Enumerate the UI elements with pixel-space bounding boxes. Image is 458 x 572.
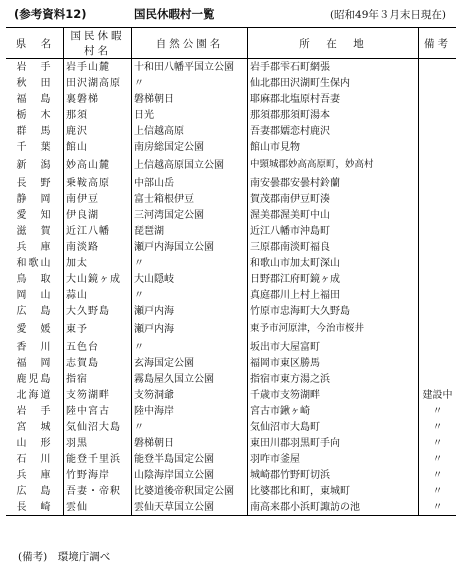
- village-name-cell: 近江八幡: [64, 223, 132, 239]
- remarks-cell: [419, 223, 457, 239]
- village-name-cell: 支笏湖畔: [64, 387, 132, 403]
- village-name-cell: 妙高山麓: [64, 155, 132, 175]
- table-row: [6, 191, 456, 207]
- park-name-cell: 磐梯朝日: [132, 91, 248, 107]
- park-name-cell: 霧島屋久国立公園: [132, 371, 248, 387]
- remarks-cell: [419, 139, 457, 155]
- park-name-cell: 上信越高原: [132, 123, 248, 139]
- table-row: [6, 287, 456, 303]
- col-location: 所 在 地: [248, 28, 419, 59]
- remarks-cell: [419, 339, 457, 355]
- table-row: [6, 139, 456, 155]
- table-row: [6, 175, 456, 191]
- remarks-cell: 〃: [419, 419, 457, 435]
- remarks-cell: [419, 303, 457, 319]
- remarks-cell: 〃: [419, 435, 457, 451]
- remarks-cell: [419, 123, 457, 139]
- location-cell: 坂出市大屋富町: [248, 339, 419, 355]
- table-row: [6, 239, 456, 255]
- table-row: [6, 451, 456, 467]
- table-row: [6, 207, 456, 223]
- park-name-cell: 三河湾国定公園: [132, 207, 248, 223]
- table-row: [6, 387, 456, 403]
- table-row: [6, 355, 456, 371]
- prefecture-cell: 群 馬: [16, 125, 53, 137]
- prefecture-cell: 新 潟: [16, 159, 53, 171]
- park-name-cell: 磐梯朝日: [132, 435, 248, 451]
- prefecture-cell: 愛 媛: [16, 323, 53, 335]
- location-cell: 岩手郡雫石町網張: [248, 59, 419, 76]
- village-name-cell: 館山: [64, 139, 132, 155]
- village-name-cell: 指宿: [64, 371, 132, 387]
- location-cell: 日野郡江府町鏡ヶ成: [248, 271, 419, 287]
- table-row: [6, 155, 456, 175]
- park-name-cell: 比婆道後帝釈国定公園: [132, 483, 248, 499]
- remarks-cell: [419, 191, 457, 207]
- village-name-cell: 南淡路: [64, 239, 132, 255]
- village-name-cell: 蒜山: [64, 287, 132, 303]
- remarks-cell: [419, 59, 457, 76]
- location-cell: 城崎郡竹野町切浜: [248, 467, 419, 483]
- village-name-cell: 岩手山麓: [64, 59, 132, 76]
- page-title: 国民休暇村一覧: [134, 7, 215, 21]
- village-name-cell: 裏磐梯: [64, 91, 132, 107]
- remarks-cell: [419, 91, 457, 107]
- park-name-cell: 瀬戸内海国立公園: [132, 239, 248, 255]
- park-name-cell: 能登半島国定公園: [132, 451, 248, 467]
- remarks-cell: 〃: [419, 499, 457, 516]
- prefecture-cell: 兵 庫: [16, 241, 53, 253]
- location-cell: 南安曇郡安曇村鈴蘭: [248, 175, 419, 191]
- prefecture-cell: 秋 田: [16, 77, 53, 89]
- village-name-cell: 南伊豆: [64, 191, 132, 207]
- park-name-cell: 支笏洞爺: [132, 387, 248, 403]
- remarks-cell: [419, 355, 457, 371]
- col-park-name: 自然公園名: [132, 28, 248, 59]
- village-name-cell: 吾妻・帝釈: [64, 483, 132, 499]
- remarks-cell: [419, 107, 457, 123]
- prefecture-cell: 広 島: [16, 485, 53, 497]
- col-remarks: 備考: [419, 28, 457, 59]
- table-row: [6, 75, 456, 91]
- location-cell: 比婆郡比和町，東城町: [248, 483, 419, 499]
- village-name-cell: 志賀島: [64, 355, 132, 371]
- park-name-cell: 中部山岳: [132, 175, 248, 191]
- header-row: [6, 28, 456, 59]
- table-row: [6, 371, 456, 387]
- table-row: [6, 467, 456, 483]
- remarks-cell: 〃: [419, 483, 457, 499]
- village-name-cell: 東予: [64, 319, 132, 339]
- location-cell: 吾妻郡嬬恋村鹿沢: [248, 123, 419, 139]
- park-name-cell: 南房総国定公園: [132, 139, 248, 155]
- village-name-cell: 乗鞍高原: [64, 175, 132, 191]
- location-cell: 東予市河原津，今治市桜井: [248, 319, 419, 339]
- park-name-cell: 山陰海岸国立公園: [132, 467, 248, 483]
- location-cell: 気仙沼市大島町: [248, 419, 419, 435]
- location-cell: 三原郡南淡町福良: [248, 239, 419, 255]
- prefecture-cell: 栃 木: [16, 109, 53, 121]
- table-row: [6, 123, 456, 139]
- location-cell: 千歳市支笏湖畔: [248, 387, 419, 403]
- table-row: [6, 271, 456, 287]
- park-name-cell: 〃: [132, 287, 248, 303]
- remarks-cell: [419, 175, 457, 191]
- prefecture-cell: 和歌山: [16, 257, 53, 269]
- table-row: [6, 255, 456, 271]
- prefecture-cell: 石 川: [16, 453, 53, 465]
- remarks-cell: [419, 255, 457, 271]
- location-cell: 賀茂郡南伊豆町湊: [248, 191, 419, 207]
- table-row: [6, 319, 456, 339]
- location-cell: 近江八幡市沖島町: [248, 223, 419, 239]
- prefecture-cell: 鹿児島: [16, 373, 53, 385]
- village-name-cell: 陸中宮古: [64, 403, 132, 419]
- park-name-cell: 玄海国定公園: [132, 355, 248, 371]
- location-cell: 宮古市鍬ヶ崎: [248, 403, 419, 419]
- remarks-cell: [419, 271, 457, 287]
- location-cell: 和歌山市加太町深山: [248, 255, 419, 271]
- location-cell: 福岡市東区勝馬: [248, 355, 419, 371]
- table-row: [6, 303, 456, 319]
- location-cell: 渥美郡渥美町中山: [248, 207, 419, 223]
- park-name-cell: 大山隠岐: [132, 271, 248, 287]
- park-name-cell: 陸中海岸: [132, 403, 248, 419]
- prefecture-cell: 長 崎: [6, 499, 64, 516]
- location-cell: 東田川郡羽黒町手向: [248, 435, 419, 451]
- prefecture-cell: 北海道: [16, 389, 53, 401]
- location-cell: 竹原市忠海町大久野島: [248, 303, 419, 319]
- park-name-cell: 〃: [132, 339, 248, 355]
- village-name-cell: 大山鏡ヶ成: [64, 271, 132, 287]
- location-cell: 那須郡那須町湯本: [248, 107, 419, 123]
- village-name-cell: 能登千里浜: [64, 451, 132, 467]
- park-name-cell: 十和田八幡平国立公園: [132, 59, 248, 76]
- park-name-cell: 〃: [132, 75, 248, 91]
- park-name-cell: 上信越高原国立公園: [132, 155, 248, 175]
- remarks-cell: [419, 155, 457, 175]
- prefecture-cell: 福 島: [16, 93, 53, 105]
- village-name-cell: 雲仙: [64, 499, 132, 516]
- remarks-cell: 建設中: [419, 387, 457, 403]
- table-row: [6, 223, 456, 239]
- village-name-cell: 那須: [64, 107, 132, 123]
- remarks-cell: 〃: [419, 403, 457, 419]
- remarks-cell: [419, 75, 457, 91]
- prefecture-cell: 広 島: [16, 305, 53, 317]
- table-body: [6, 59, 456, 516]
- location-cell: 仙北郡田沢湖町生保内: [248, 75, 419, 91]
- table-row: [6, 435, 456, 451]
- prefecture-cell: 滋 賀: [16, 225, 53, 237]
- report-header: [14, 6, 448, 24]
- prefecture-cell: 岩 手: [16, 61, 53, 73]
- village-name-cell: 羽黒: [64, 435, 132, 451]
- prefecture-cell: 長 野: [16, 177, 53, 189]
- village-name-cell: 竹野海岸: [64, 467, 132, 483]
- remarks-cell: [419, 319, 457, 339]
- table-row: [6, 403, 456, 419]
- park-name-cell: 雲仙天草国立公園: [132, 499, 248, 516]
- prefecture-cell: 兵 庫: [16, 469, 53, 481]
- prefecture-cell: 山 形: [16, 437, 53, 449]
- village-name-cell: 伊良湖: [64, 207, 132, 223]
- prefecture-cell: 宮 城: [16, 421, 53, 433]
- village-name-cell: 鹿沢: [64, 123, 132, 139]
- location-cell: 羽咋市釜屋: [248, 451, 419, 467]
- table-row: [6, 339, 456, 355]
- remarks-cell: [419, 371, 457, 387]
- remarks-cell: [419, 287, 457, 303]
- as-of-date: (昭和49年３月末日現在): [329, 9, 446, 21]
- reference-label: (参考資料12): [14, 7, 87, 21]
- prefecture-cell: 静 岡: [16, 193, 53, 205]
- table-row: [6, 499, 456, 516]
- village-name-cell: 田沢湖高原: [64, 75, 132, 91]
- village-name-cell: 加太: [64, 255, 132, 271]
- park-name-cell: 日光: [132, 107, 248, 123]
- park-name-cell: 瀬戸内海: [132, 319, 248, 339]
- col-prefecture: 県 名: [6, 28, 64, 59]
- location-cell: 耶麻郡北塩原村吾妻: [248, 91, 419, 107]
- table-row: [6, 483, 456, 499]
- village-name-cell: 五色台: [64, 339, 132, 355]
- prefecture-cell: 鳥 取: [16, 273, 53, 285]
- location-cell: 中頸城郡妙高高原町，妙高村: [248, 155, 419, 175]
- remarks-cell: 〃: [419, 467, 457, 483]
- park-name-cell: 瀬戸内海: [132, 303, 248, 319]
- location-cell: 館山市見物: [248, 139, 419, 155]
- table-row: [6, 59, 456, 76]
- prefecture-cell: 愛 知: [16, 209, 53, 221]
- location-cell: 指宿市東方湯之浜: [248, 371, 419, 387]
- park-name-cell: 琵琶湖: [132, 223, 248, 239]
- park-name-cell: 富士箱根伊豆: [132, 191, 248, 207]
- location-cell: 真庭郡川上村上福田: [248, 287, 419, 303]
- table-row: [6, 419, 456, 435]
- prefecture-cell: 岡 山: [16, 289, 53, 301]
- location-cell: 南高来郡小浜町諏訪の池: [248, 499, 419, 516]
- source-note: (備考) 環境庁調べ: [18, 551, 111, 563]
- remarks-cell: [419, 239, 457, 255]
- remarks-cell: [419, 207, 457, 223]
- prefecture-cell: 岩 手: [16, 405, 53, 417]
- resort-village-table: [6, 27, 456, 516]
- park-name-cell: 〃: [132, 419, 248, 435]
- prefecture-cell: 香 川: [16, 341, 53, 353]
- village-name-cell: 気仙沼大島: [64, 419, 132, 435]
- village-name-cell: 大久野島: [64, 303, 132, 319]
- park-name-cell: 〃: [132, 255, 248, 271]
- col-village-name: 国民休暇村名: [64, 28, 132, 59]
- table-row: [6, 107, 456, 123]
- remarks-cell: 〃: [419, 451, 457, 467]
- prefecture-cell: 福 岡: [16, 357, 53, 369]
- prefecture-cell: 千 葉: [16, 141, 53, 153]
- table-row: [6, 91, 456, 107]
